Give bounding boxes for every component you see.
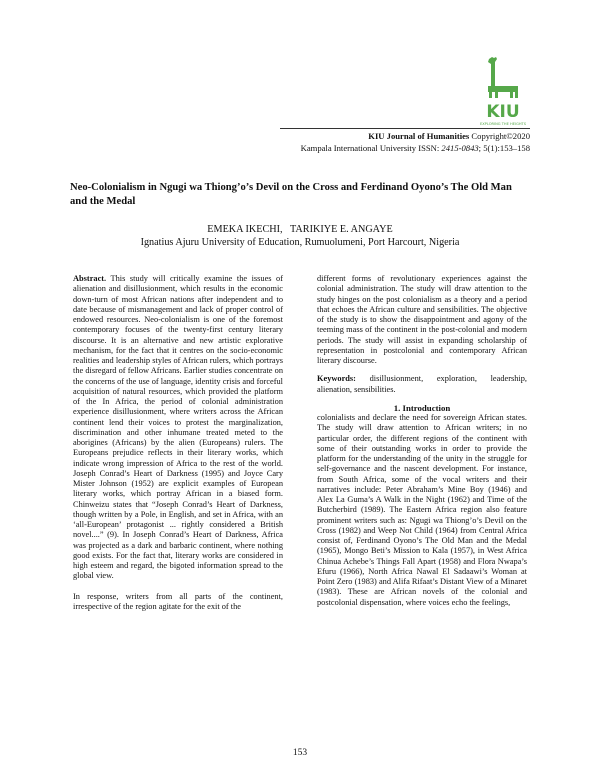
journal-publisher: Kampala International University ISSN: — [300, 142, 442, 153]
abstract-paragraph — [73, 274, 283, 582]
journal-name: KIU Journal of Humanities — [368, 131, 470, 141]
article-title: Neo-Colonialism in Ngugi wa Thiong’o’s Devil on the Cross and Ferdinand Oyono’s The Old Man and the Medal — [70, 182, 512, 207]
keywords-label: Keywords: — [317, 374, 356, 384]
logo-text: KIU — [486, 102, 520, 122]
journal-copyright: Copyright©2020 — [471, 131, 530, 141]
abstract-continuation: different forms of revolutionary experiences against the colonial administration. The study will draw attention to the study hinges on the post colonialism as a theory and a period that echoes the African culture and sensibilities. The objective of the study is to show the disappointment and agony of the teeming mass of the continent in the post-colonial and modern periods. The study will assist in expanding scholarship of representation in postcolonial and contemporary African literary discourse. — [317, 274, 527, 365]
abstract-label: Abstract. — [73, 274, 107, 283]
keywords-text: disillusionment, exploration, leadership, alienation, sensibilities. — [317, 374, 527, 394]
introduction-paragraph: colonialists and declare the need for sovereign African states. The study will draw attention to African writers; in no particular order, the different regions of the continent with some of their outstanding works in order to provide the platform for the understanding of the unity in the struggle for self-governance and the nascent development. For instance, from South Africa, some of the vocal writers and their narratives include: Peter Abraham’s Mine Boy (1946) and Alex La Guma’s A Walk in the Night (1962) and Time of the Butcherbird (1989). The Eastern Africa region also feature prominent writers such as: Ngugi wa Thiong’o’s Devil on the Cross (1982) and Weep Not Child (1964) from Central Africa consist of, Ferdinand Oyono’s The Old Man and the Medal (1965), Mongo Beti’s Mission to Kala (1957), in West Africa Chinua Achebe’s Things Fall Apart (1958) and Flora Nwapa’s Efuru (1966), North Africa Nawal El Sadaawi’s Woman at Point Zero (1983) and Alifa Rifaat’s Distant View of a Minaret (1983). These are African novels of the colonial and postcolonial dispensation, where voices echo the feelings, — [317, 413, 527, 607]
section-heading: 1. Introduction — [393, 402, 451, 413]
body-paragraph: In response, writers from all parts of the continent, irrespective of the region agitate for the exit of the — [73, 591, 283, 611]
journal-info — [280, 128, 530, 154]
journal-issue: ; 5(1):153–158 — [478, 142, 530, 153]
page-number: 153 — [292, 748, 308, 758]
left-column — [73, 274, 283, 612]
abstract-text: This study will critically examine the issues of alienation and disillusionment, which results in the economic down-turn of most African nations after independent and to date because of mismanagement and lack of proper control of endowed resources. Neo-colonialism is one of the foremost contemporary focuses of the twenty-first century literary discourse. It is an alternative and new artistic explorative mechanism, for the fact that it centres on the socio-economic realities and leadership styles of African rulers, which portrays the disregard of fellow Africans. Earlier studies concentrate on the concerns of the use of language, identity crisis and forceful acquisition of natural resources, which provided the platform of the In Africa, the period of colonial administration experience disillusionment, where writers across the African continent lend their voices to protest the marginalization, discrimination and other inhumane treated meted to the aborigines (Africans) by the alien (Europeans) rulers. The Europeans prejudice reflects in their literary works, which indicate wrong impression of Africa to the rest of the world. Joseph Conrad’s Heart of Darkness (1995) and Joyce Cary Mister Johnson (1952) are explicit examples of European literary works, which portray African in a biased form. Chinweizu states that “Joseph Conrad’s Heart of Darkness, though written by a Pole, in English, and set in Africa, with an ‘all-European’ protagonist ... rightly considered a British novel....” (9). In Joseph Conrad’s Heart of Darkness, Africa was projected as a dark and barbaric continent, where nothing good exists. For the fact that, literary works are considered in high esteem and regard, the bigoted information spread to the global view. — [73, 274, 283, 581]
keywords-paragraph — [317, 374, 527, 395]
logo-tagline: EXPLORING THE HEIGHTS — [480, 122, 526, 126]
right-column — [317, 274, 527, 608]
article-affiliation: Ignatius Ajuru University of Education, Rumuolumeni, Port Harcourt, Nigeria — [140, 237, 460, 248]
kiu-logo — [480, 55, 526, 127]
journal-issn: 2415-0843 — [441, 142, 479, 153]
article-authors: EMEKA IKECHI, TARIKIYE E. ANGAYE — [207, 224, 393, 235]
